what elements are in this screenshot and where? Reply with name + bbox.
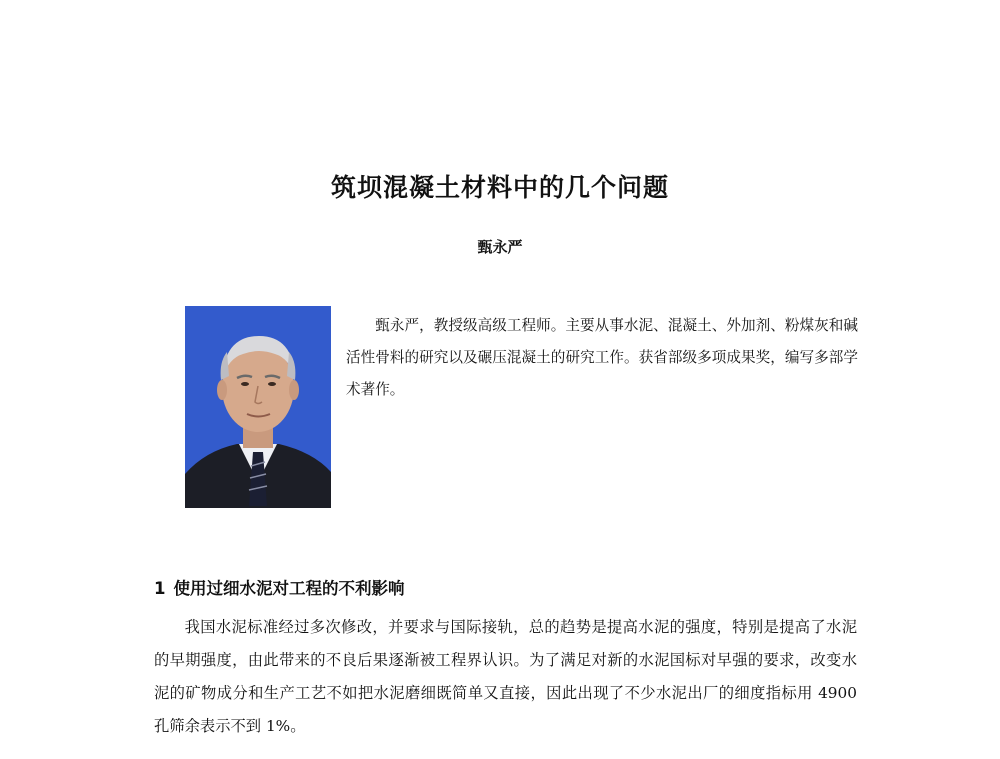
paper-title: 筑坝混凝土材料中的几个问题 [330,173,669,202]
section-number: 1 [154,579,166,598]
section-title: 使用过细水泥对工程的不利影响 [173,579,405,598]
section-body: 我国水泥标准经过多次修改，并要求与国际接轨，总的趋势是提高水泥的强度，特别是提高了水泥的早期强度，由此带来的不良后果逐渐被工程界认识。为了满足对新的水泥国标对早强的要求，改变水泥的矿物成分和生产工艺不如把水泥磨细既简单又直接，因此出现了不少水泥出厂的细度指标用 4900 孔筛余表示不到 1%。 [154,618,857,735]
author-bio: 甄永严，教授级高级工程师。主要从事水泥、混凝土、外加剂、粉煤灰和碱活性骨料的研究以及碾压混凝土的研究工作。获省部级多项成果奖，编写多部学术著作。 [346,317,858,398]
section-heading [154,575,404,599]
author-portrait [185,306,331,508]
author-name: 甄永严 [477,238,523,256]
